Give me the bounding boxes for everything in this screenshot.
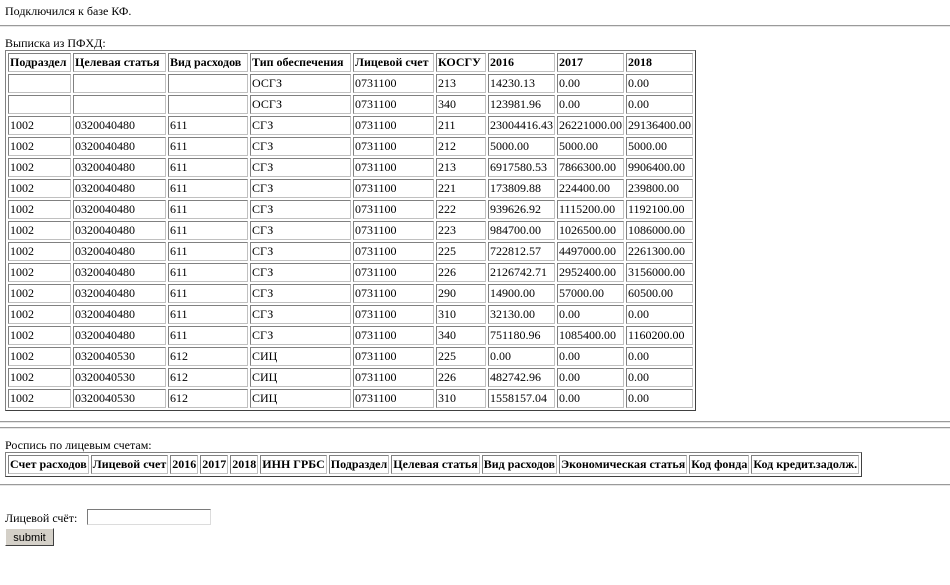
table-cell: СГЗ — [250, 200, 351, 219]
extract-table-header-cell: 2016 — [488, 53, 555, 72]
table-cell: 1002 — [8, 326, 71, 345]
table-cell: СГЗ — [250, 305, 351, 324]
table-cell: 26221000.00 — [557, 116, 624, 135]
table-cell: 0.00 — [557, 368, 624, 387]
table-cell: 57000.00 — [557, 284, 624, 303]
table-cell: 0320040480 — [73, 326, 166, 345]
table-cell: 2952400.00 — [557, 263, 624, 282]
table-cell: 290 — [436, 284, 486, 303]
table-cell: СГЗ — [250, 179, 351, 198]
table-cell — [73, 74, 166, 93]
table-cell: 0.00 — [557, 347, 624, 366]
table-cell: 0.00 — [557, 389, 624, 408]
table-cell: 0320040480 — [73, 305, 166, 324]
table-row — [8, 137, 693, 156]
schedule-table-header-row — [8, 455, 859, 474]
table-cell: 223 — [436, 221, 486, 240]
table-cell: 0731100 — [353, 116, 434, 135]
table-cell: 984700.00 — [488, 221, 555, 240]
table-cell: 5000.00 — [488, 137, 555, 156]
table-cell: 611 — [168, 158, 248, 177]
table-cell: 310 — [436, 389, 486, 408]
table-row — [8, 74, 693, 93]
table-cell: 0320040480 — [73, 221, 166, 240]
table-cell: 0320040480 — [73, 158, 166, 177]
table-cell: 0320040480 — [73, 137, 166, 156]
table-row — [8, 179, 693, 198]
table-cell: 1192100.00 — [626, 200, 693, 219]
table-cell: СГЗ — [250, 263, 351, 282]
schedule-table-header-cell: Целевая статья — [391, 455, 479, 474]
table-cell: 0731100 — [353, 95, 434, 114]
table-cell: 224400.00 — [557, 179, 624, 198]
table-cell: 611 — [168, 326, 248, 345]
table-cell: СИЦ — [250, 347, 351, 366]
table-cell: 1002 — [8, 116, 71, 135]
table-cell: 1115200.00 — [557, 200, 624, 219]
table-cell: 0.00 — [557, 74, 624, 93]
schedule-table-header-cell: 2018 — [230, 455, 258, 474]
table-cell: 1002 — [8, 200, 71, 219]
table-row — [8, 347, 693, 366]
table-cell: 0.00 — [626, 368, 693, 387]
table-cell: 612 — [168, 389, 248, 408]
table-cell: 0.00 — [626, 95, 693, 114]
table-cell: 1002 — [8, 179, 71, 198]
table-row — [8, 305, 693, 324]
table-cell: 226 — [436, 368, 486, 387]
table-cell: 611 — [168, 242, 248, 261]
table-cell: СГЗ — [250, 242, 351, 261]
extract-section-label: Выписка из ПФХД: — [5, 36, 106, 50]
extract-table-header-cell: 2017 — [557, 53, 624, 72]
schedule-table-header-cell: Подраздел — [329, 455, 389, 474]
table-cell: 0731100 — [353, 200, 434, 219]
table-cell: 1160200.00 — [626, 326, 693, 345]
table-cell: СГЗ — [250, 158, 351, 177]
table-cell: 7866300.00 — [557, 158, 624, 177]
table-cell: 1002 — [8, 389, 71, 408]
schedule-table-header-cell: 2016 — [170, 455, 198, 474]
table-cell: 0731100 — [353, 179, 434, 198]
table-cell: 0.00 — [626, 305, 693, 324]
divider — [0, 25, 950, 27]
table-cell — [168, 74, 248, 93]
table-cell: 0731100 — [353, 242, 434, 261]
table-row — [8, 389, 693, 408]
divider — [0, 427, 950, 429]
table-cell — [8, 74, 71, 93]
table-cell: 123981.96 — [488, 95, 555, 114]
table-cell: 173809.88 — [488, 179, 555, 198]
account-input[interactable] — [87, 509, 211, 525]
extract-table-header-cell: Подраздел — [8, 53, 71, 72]
table-cell: 0320040480 — [73, 242, 166, 261]
schedule-table — [5, 452, 862, 477]
table-cell: 1086000.00 — [626, 221, 693, 240]
table-cell: 6917580.53 — [488, 158, 555, 177]
table-cell: 0.00 — [626, 74, 693, 93]
table-row — [8, 158, 693, 177]
table-cell: 0.00 — [557, 305, 624, 324]
table-row — [8, 221, 693, 240]
schedule-table-header-cell: ИНН ГРБС — [260, 455, 326, 474]
table-cell: 611 — [168, 200, 248, 219]
table-cell: 1002 — [8, 158, 71, 177]
table-cell: 5000.00 — [557, 137, 624, 156]
table-cell: 60500.00 — [626, 284, 693, 303]
schedule-table-header-cell: Экономическая статья — [559, 455, 687, 474]
table-cell: 2126742.71 — [488, 263, 555, 282]
table-row — [8, 95, 693, 114]
table-cell: 32130.00 — [488, 305, 555, 324]
table-cell: 23004416.43 — [488, 116, 555, 135]
table-cell: 213 — [436, 74, 486, 93]
extract-table-header-cell: Вид расходов — [168, 53, 248, 72]
extract-table-header-cell: КОСГУ — [436, 53, 486, 72]
table-cell: 0731100 — [353, 158, 434, 177]
table-cell: 29136400.00 — [626, 116, 693, 135]
schedule-table-header-cell: Лицевой счет — [91, 455, 168, 474]
table-cell: 211 — [436, 116, 486, 135]
table-row — [8, 263, 693, 282]
table-cell: 239800.00 — [626, 179, 693, 198]
table-cell: 340 — [436, 326, 486, 345]
table-cell: 1026500.00 — [557, 221, 624, 240]
table-cell: 0320040480 — [73, 263, 166, 282]
table-cell: 0731100 — [353, 389, 434, 408]
table-cell: 0.00 — [626, 389, 693, 408]
table-cell — [168, 95, 248, 114]
table-cell: ОСГЗ — [250, 74, 351, 93]
table-cell: 1002 — [8, 242, 71, 261]
table-cell: 213 — [436, 158, 486, 177]
table-cell: 0731100 — [353, 326, 434, 345]
table-cell: 226 — [436, 263, 486, 282]
table-cell: 0731100 — [353, 137, 434, 156]
table-cell: 0320040480 — [73, 284, 166, 303]
table-cell: СГЗ — [250, 116, 351, 135]
table-cell: 310 — [436, 305, 486, 324]
table-cell: СГЗ — [250, 326, 351, 345]
table-cell: 1002 — [8, 137, 71, 156]
table-cell: 482742.96 — [488, 368, 555, 387]
table-cell: 340 — [436, 95, 486, 114]
table-cell: 611 — [168, 137, 248, 156]
table-cell: 1002 — [8, 284, 71, 303]
table-cell: 5000.00 — [626, 137, 693, 156]
table-cell: 221 — [436, 179, 486, 198]
table-cell: 0320040480 — [73, 179, 166, 198]
account-field-label: Лицевой счёт: — [5, 511, 78, 525]
table-cell: 0.00 — [488, 347, 555, 366]
table-cell: 0731100 — [353, 221, 434, 240]
table-cell — [73, 95, 166, 114]
schedule-table-header-cell: Вид расходов — [482, 455, 557, 474]
table-cell: 1002 — [8, 368, 71, 387]
divider — [0, 484, 950, 486]
table-cell: 0.00 — [557, 95, 624, 114]
table-cell: 0320040530 — [73, 389, 166, 408]
table-cell: СГЗ — [250, 137, 351, 156]
table-cell: 0731100 — [353, 74, 434, 93]
table-cell — [8, 95, 71, 114]
table-cell: 2261300.00 — [626, 242, 693, 261]
table-row — [8, 284, 693, 303]
extract-table-header-cell: 2018 — [626, 53, 693, 72]
table-cell: 1002 — [8, 305, 71, 324]
table-cell: 0320040530 — [73, 347, 166, 366]
table-row — [8, 326, 693, 345]
table-row — [8, 368, 693, 387]
table-cell: 611 — [168, 116, 248, 135]
table-cell: 9906400.00 — [626, 158, 693, 177]
table-cell: 611 — [168, 305, 248, 324]
table-cell: 225 — [436, 242, 486, 261]
table-cell: 0320040480 — [73, 200, 166, 219]
extract-table — [5, 50, 696, 411]
table-cell: 611 — [168, 263, 248, 282]
schedule-table-header-cell: Код фонда — [689, 455, 749, 474]
table-cell: СГЗ — [250, 284, 351, 303]
table-cell: 4497000.00 — [557, 242, 624, 261]
table-cell: 14900.00 — [488, 284, 555, 303]
table-cell: 722812.57 — [488, 242, 555, 261]
account-field-wrapper — [87, 509, 211, 525]
connection-status-text: Подключился к базе КФ. — [5, 4, 132, 18]
extract-table-header-cell: Целевая статья — [73, 53, 166, 72]
schedule-table-header-cell: Счет расходов — [8, 455, 89, 474]
table-cell: 1002 — [8, 263, 71, 282]
table-cell: 0.00 — [626, 347, 693, 366]
submit-button[interactable]: submit — [5, 528, 54, 546]
table-cell: 3156000.00 — [626, 263, 693, 282]
table-cell: 212 — [436, 137, 486, 156]
table-cell: 0320040480 — [73, 116, 166, 135]
table-cell: 611 — [168, 221, 248, 240]
table-cell: 1002 — [8, 347, 71, 366]
schedule-section-label: Роспись по лицевым счетам: — [5, 438, 152, 452]
table-cell: 14230.13 — [488, 74, 555, 93]
table-cell: 612 — [168, 347, 248, 366]
table-cell: 0731100 — [353, 284, 434, 303]
table-cell: 1558157.04 — [488, 389, 555, 408]
table-cell: 0320040530 — [73, 368, 166, 387]
table-cell: 1002 — [8, 221, 71, 240]
table-cell: СГЗ — [250, 221, 351, 240]
table-cell: СИЦ — [250, 389, 351, 408]
table-cell: 0731100 — [353, 263, 434, 282]
table-cell: 222 — [436, 200, 486, 219]
table-row — [8, 116, 693, 135]
table-cell: 1085400.00 — [557, 326, 624, 345]
extract-table-header-cell: Лицевой счет — [353, 53, 434, 72]
table-cell: 0731100 — [353, 368, 434, 387]
schedule-table-header-cell: 2017 — [200, 455, 228, 474]
table-cell: 751180.96 — [488, 326, 555, 345]
table-cell: 0731100 — [353, 305, 434, 324]
table-cell: 612 — [168, 368, 248, 387]
table-cell: 611 — [168, 284, 248, 303]
table-row — [8, 200, 693, 219]
table-cell: 611 — [168, 179, 248, 198]
table-cell: 225 — [436, 347, 486, 366]
table-cell: ОСГЗ — [250, 95, 351, 114]
extract-table-header-cell: Тип обеспечения — [250, 53, 351, 72]
divider — [0, 421, 950, 423]
schedule-table-header-cell: Код кредит.задолж. — [751, 455, 859, 474]
extract-table-header-row — [8, 53, 693, 72]
table-cell: 0731100 — [353, 347, 434, 366]
table-cell: СИЦ — [250, 368, 351, 387]
table-row — [8, 242, 693, 261]
table-cell: 939626.92 — [488, 200, 555, 219]
